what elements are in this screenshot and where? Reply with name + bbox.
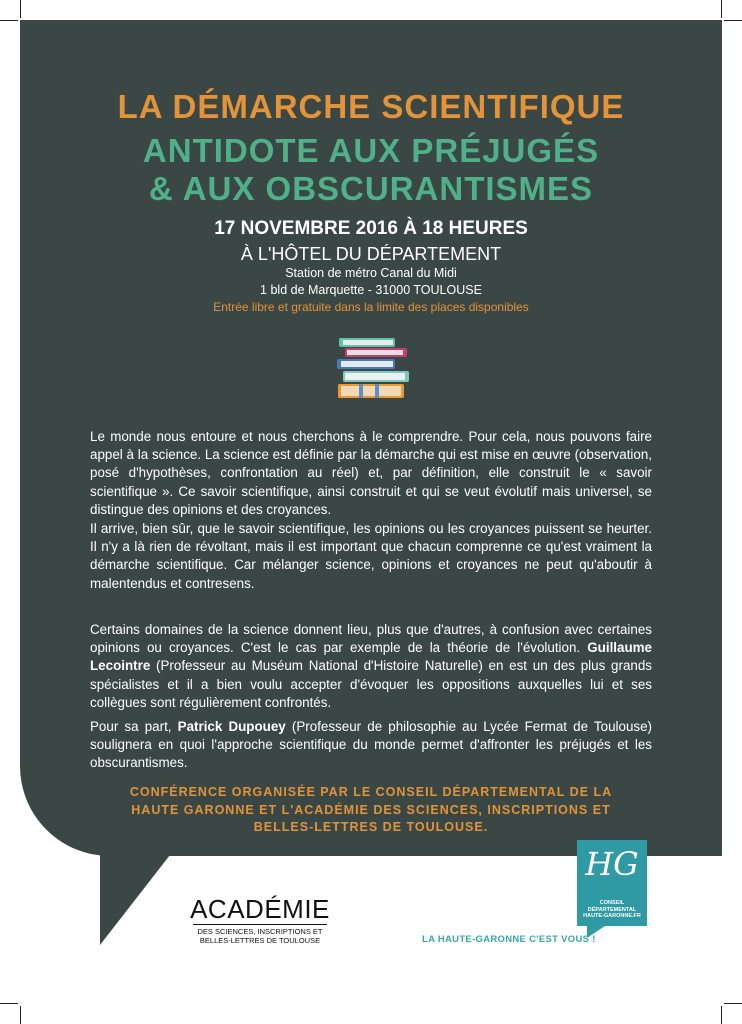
title-line-1: LA DÉMARCHE SCIENTIFIQUE: [117, 88, 625, 125]
organizers-line: CONFÉRENCE ORGANISÉE PAR LE CONSEIL DÉPARTEMENTAL DE LA: [129, 785, 613, 799]
event-venue: À L'HÔTEL DU DÉPARTEMENT: [240, 244, 502, 264]
speech-bubble-tail: [100, 855, 170, 945]
entry-info: Entrée libre et gratuite dans la limite des places disponibles: [213, 300, 529, 314]
haute-garonne-logo: [577, 840, 647, 940]
hg-monogram: HG: [585, 845, 639, 883]
academie-name: ACADÉMIE: [190, 894, 330, 924]
text: Pour sa part,: [90, 719, 178, 734]
organizers-statement: [90, 784, 652, 837]
paragraph-dupouey: [90, 718, 652, 773]
paragraph-lecointre: [90, 621, 652, 712]
speaker-name-lecointre: Guillaume Lecointre: [90, 640, 652, 674]
crop-mark: [724, 1003, 742, 1004]
logo-tail: [587, 926, 605, 938]
crop-mark: [20, 0, 21, 18]
title-line-2: ANTIDOTE AUX PRÉJUGÉS: [142, 132, 600, 169]
hg-caption-line: HAUTE-GARONNE.FR: [583, 913, 641, 919]
title-line-3: & AUX OBSCURANTISMES: [148, 170, 594, 207]
academie-subtitle: DES SCIENCES, INSCRIPTIONS ET: [197, 927, 323, 936]
crop-mark: [0, 1003, 18, 1004]
books-stack-icon: [335, 336, 415, 408]
text: (Professeur au Muséum National d'Histoire Naturelle) en est un des plus grands spécialistes et il a bien voulu accepter d'évoquer les oppositions auxquelles lui et ses collègues sont régulièrement confrontés.: [90, 658, 652, 710]
divider: [193, 924, 327, 925]
organizers-line: BELLES-LETTRES DE TOULOUSE.: [253, 820, 489, 834]
slogan: LA HAUTE-GARONNE C'EST VOUS !: [422, 934, 596, 945]
organizers-line: HAUTE GARONNE ET L'ACADÉMIE DES SCIENCES, INSCRIPTIONS ET: [131, 802, 611, 817]
hg-caption-line: CONSEIL DÉPARTEMENTAL: [587, 900, 637, 913]
academie-subtitle: BELLES-LETTRES DE TOULOUSE: [199, 936, 321, 945]
text: Certains domaines de la science donnent lieu, plus que d'autres, à confusion avec certaines opinions ou croyances. C'est le cas par exemple de la théorie de l'évolution.: [90, 622, 652, 656]
hg-caption: [577, 900, 647, 920]
text: (Professeur de philosophie au Lycée Fermat de Toulouse) soulignera en quoi l'approche scientifique du monde permet d'affronter les préjugés et les obscurantismes.: [90, 719, 652, 771]
event-address: 1 bld de Marquette - 31000 TOULOUSE: [260, 283, 482, 297]
crop-mark: [721, 1006, 722, 1024]
speaker-name-dupouey: Patrick Dupouey: [177, 719, 286, 734]
paragraph-intro: Le monde nous entoure et nous cherchons à le comprendre. Pour cela, nous pouvons faire appel à la science. La science est définie par la démarche qui est mise en œuvre (observation, posé d'hypothèses, confrontation au réel) et, par définition, elle construit le « savoir scientifique ». Ce savoir scientifique, ainsi construit et qui se veut évolutif mais universel, se distingue des opinions et des croyances.: [90, 429, 652, 517]
crop-mark: [721, 0, 722, 18]
crop-mark: [724, 20, 742, 21]
paragraph-conflict: Il arrive, bien sûr, que le savoir scientifique, les opinions ou les croyances puissent se heurter. Il n'y a là rien de révoltant, mais il est important que chacun comprenne ce qu'est vraiment la démarche scientifique. Car mélanger science, opinions et croyances ne peut qu'aboutir à malentendus et contresens.: [90, 521, 652, 591]
crop-mark: [0, 20, 18, 21]
event-metro: Station de métro Canal du Midi: [285, 266, 457, 280]
crop-mark: [20, 1006, 21, 1024]
event-date: 17 NOVEMBRE 2016 À 18 HEURES: [214, 218, 528, 239]
academie-logo: [185, 896, 335, 945]
